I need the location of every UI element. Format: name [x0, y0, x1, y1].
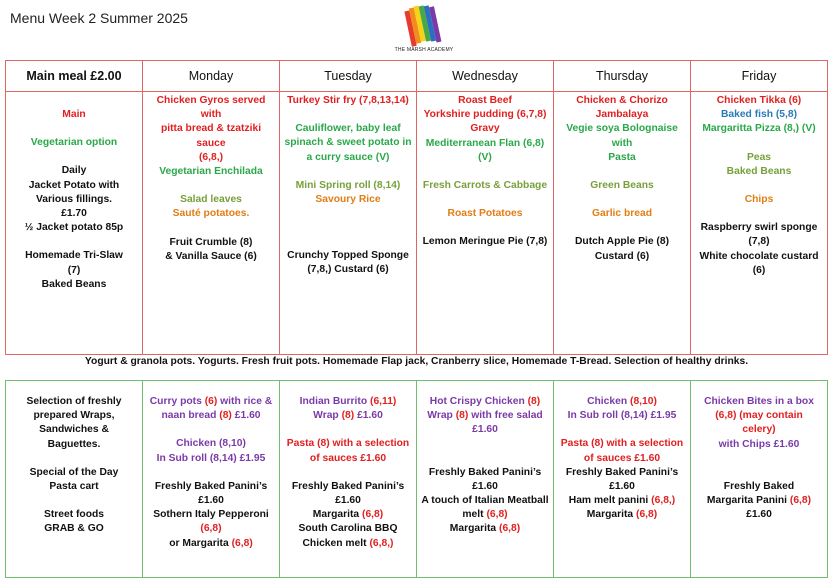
menu-line: In Sub roll (8,14) £1.95: [156, 452, 266, 464]
day-header-monday: Monday: [143, 61, 280, 92]
grab-labels-cell: [6, 381, 143, 578]
menu-line: Pasta (8) with a selection: [560, 438, 684, 450]
thursday-grab-cell: [554, 381, 691, 578]
label-jacket-2: Various fillings.: [35, 193, 113, 205]
label-jacket-1: Jacket Potato with: [28, 179, 120, 191]
menu-line: Pasta: [608, 151, 636, 163]
label-jacket-4: ½ Jacket potato 85p: [24, 222, 124, 234]
menu-line: Baked fish (5,8): [720, 109, 798, 121]
menu-line: & Vanilla Sauce (6): [165, 250, 257, 262]
menu-line: Peas: [746, 151, 772, 163]
menu-line: Mini Spring roll (8,14): [295, 179, 401, 191]
grab-label: Sandwiches &: [39, 424, 109, 436]
menu-line: Wrap (8) £1.60: [313, 410, 383, 422]
menu-line: A touch of Italian Meatball: [421, 495, 549, 507]
menu-line: Chicken melt (6,8,): [302, 537, 394, 549]
menu-line: Chicken Gyros served with: [156, 95, 266, 121]
menu-line: a curry sauce (V): [306, 151, 390, 163]
label-daily: Daily: [61, 165, 87, 177]
menu-line: Hot Crispy Chicken (8): [429, 396, 541, 407]
menu-line: Green Beans: [590, 180, 654, 192]
menu-line: (7,8,) Custard (6): [307, 264, 389, 276]
menu-line: naan bread (8) £1.60: [161, 410, 261, 422]
menu-line: Wrap (8) with free salad: [427, 410, 543, 422]
menu-line: (6,8): [200, 523, 222, 535]
monday-main-cell: [143, 92, 280, 355]
menu-line: Sothern Italy Pepperoni: [153, 509, 269, 521]
menu-line: melt (6,8): [462, 509, 508, 521]
day-header-thursday: Thursday: [554, 61, 691, 92]
menu-line: Chicken Bites in a box: [704, 396, 814, 407]
thursday-main-cell: [554, 92, 691, 355]
menu-line: Mediterranean Flan (6,8): [425, 137, 545, 149]
day-header-tuesday: Tuesday: [280, 61, 417, 92]
wednesday-main-cell: [417, 92, 554, 355]
main-meal-header: Main meal £2.00: [6, 61, 143, 92]
menu-line: (6,8) (may contain: [715, 410, 803, 422]
grab-label: Pasta cart: [49, 481, 99, 493]
menu-line: Margarita (6,8): [449, 523, 521, 535]
menu-line: £1.60: [609, 481, 635, 493]
menu-line: pitta bread & tzatziki sauce: [160, 123, 262, 149]
menu-line: Freshly Baked Panini’s: [428, 466, 542, 478]
tuesday-grab-cell: [280, 381, 417, 578]
friday-main-cell: [691, 92, 828, 355]
menu-line: Yorkshire pudding (6,7,8): [423, 109, 547, 121]
day-header-wednesday: Wednesday: [417, 61, 554, 92]
menu-line: (V): [478, 151, 492, 163]
menu-line: celery): [742, 424, 776, 436]
label-slaw-2: (7): [67, 264, 81, 276]
menu-line: of sauces £1.60: [583, 452, 661, 464]
menu-line: (6): [752, 264, 766, 276]
menu-line: or Margarita (6,8): [169, 537, 253, 549]
grab-label: prepared Wraps,: [33, 410, 115, 422]
menu-line: £1.60: [472, 424, 498, 436]
label-slaw-1: Homemade Tri-Slaw: [25, 250, 123, 262]
menu-line: Roast Potatoes: [447, 208, 523, 220]
menu-line: Garlic bread: [591, 208, 653, 220]
menu-line: Chicken Tikka (6): [716, 95, 802, 106]
page-title: Menu Week 2 Summer 2025: [10, 10, 188, 26]
menu-line: Freshly Baked Panini’s: [565, 466, 679, 478]
menu-line: Fruit Crumble (8): [169, 236, 253, 248]
menu-line: Freshly Baked: [723, 480, 795, 492]
menu-line: Baked Beans: [726, 165, 792, 177]
label-jacket-3: £1.70: [61, 208, 87, 220]
label-main: Main: [62, 109, 86, 120]
menu-line: with Chips £1.60: [718, 438, 800, 450]
menu-line: Raspberry swirl sponge: [700, 222, 818, 234]
menu-line: Crunchy Topped Sponge: [287, 250, 409, 262]
menu-line: £1.60: [472, 480, 498, 492]
menu-line: Margarita (6,8): [586, 509, 658, 521]
menu-line: Chicken (8,10): [176, 438, 246, 450]
menu-line: Pasta (8) with a selection: [286, 438, 410, 450]
label-beans: Baked Beans: [41, 278, 107, 290]
label-veg: Vegetarian option: [30, 137, 118, 149]
menu-line: (7,8): [748, 236, 770, 248]
menu-line: Savoury Rice: [315, 194, 381, 206]
menu-line: of sauces £1.60: [309, 452, 387, 464]
grab-label: Street foods: [43, 509, 105, 521]
menu-line: Chicken (8,10): [587, 396, 657, 407]
menu-line: Vegetarian Enchilada: [159, 166, 263, 178]
menu-line: Cauliflower, baby leaf: [295, 123, 401, 135]
grab-label: GRAB & GO: [44, 523, 104, 535]
menu-line: Jambalaya: [595, 109, 649, 121]
menu-line: £1.60: [335, 495, 361, 507]
grab-and-go-table: [5, 380, 828, 578]
menu-line: Custard (6): [594, 250, 650, 262]
menu-line: Dutch Apple Pie (8): [574, 236, 669, 248]
menu-line: Margarita (6,8): [312, 509, 384, 521]
menu-line: Ham melt panini (6,8,): [568, 495, 676, 507]
grab-label: Selection of freshly: [26, 396, 122, 407]
menu-line: Turkey Stir fry (7,8,13,14): [287, 95, 409, 106]
wednesday-grab-cell: [417, 381, 554, 578]
monday-grab-cell: [143, 381, 280, 578]
menu-line: Salad leaves: [180, 194, 242, 206]
menu-line: £1.60: [746, 509, 772, 521]
menu-line: Gravy: [470, 123, 500, 135]
menu-line: Margarita Panini (6,8): [706, 495, 812, 507]
menu-line: Vegie soya Bolognaise with: [566, 123, 678, 149]
main-meal-table: [5, 60, 828, 355]
menu-line: Freshly Baked Panini’s £1.60: [154, 480, 268, 507]
menu-line: spinach & sweet potato in: [284, 137, 412, 149]
menu-line: (6,8,): [198, 151, 224, 163]
day-header-friday: Friday: [691, 61, 828, 92]
main-labels-cell: [6, 92, 143, 355]
menu-line: Fresh Carrots & Cabbage: [422, 180, 548, 192]
menu-line: Chips: [744, 194, 774, 206]
menu-line: Indian Burrito (6,11): [299, 396, 397, 407]
menu-line: Sauté potatoes.: [172, 208, 250, 220]
menu-line: Freshly Baked Panini’s: [291, 480, 405, 492]
menu-line: White chocolate custard: [699, 250, 819, 262]
menu-line: Margaritta Pizza (8,) (V): [702, 123, 816, 135]
menu-line: Roast Beef: [458, 95, 512, 106]
friday-grab-cell: [691, 381, 828, 578]
grab-label: Baguettes.: [47, 438, 101, 450]
grab-label: Special of the Day: [29, 466, 119, 478]
logo-text: THE MARSH ACADEMY: [394, 47, 454, 53]
menu-line: Chicken & Chorizo: [576, 95, 668, 106]
menu-line: South Carolina BBQ: [298, 523, 398, 535]
snacks-strip: Yogurt & granola pots. Yogurts. Fresh fruit pots. Homemade Flap jack, Cranberry slice, Homemade T-Bread. Selection of healthy drinks.: [84, 356, 749, 367]
menu-line: Lemon Meringue Pie (7,8): [422, 236, 548, 248]
tuesday-main-cell: [280, 92, 417, 355]
menu-line: Curry pots (6) with rice &: [149, 396, 273, 407]
menu-line: In Sub roll (8,14) £1.95: [567, 410, 677, 422]
